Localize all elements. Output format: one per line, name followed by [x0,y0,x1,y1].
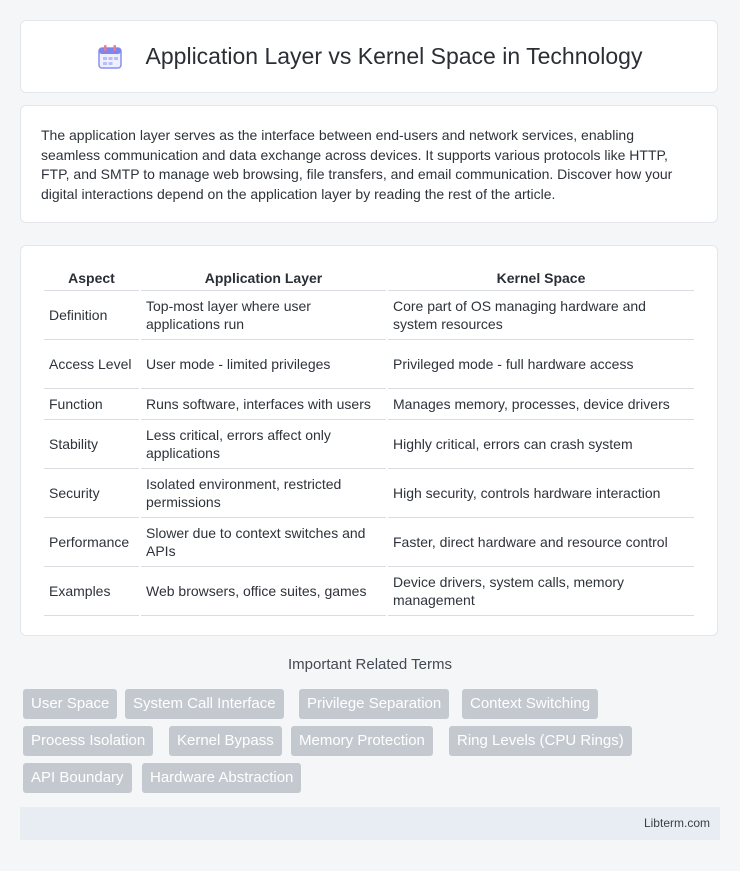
cell-kernel: High security, controls hardware interaction [388,469,694,518]
table-header-row [44,266,694,291]
tag-user-space[interactable]: User Space [23,689,117,719]
table-row [44,469,694,518]
cell-aspect: Stability [44,420,139,469]
table-row [44,420,694,469]
cell-aspect: Function [44,389,139,420]
footer [20,807,720,840]
table-row [44,340,694,389]
comparison-card [20,245,718,636]
cell-kernel: Manages memory, processes, device drivers [388,389,694,420]
footer-site-link[interactable]: Libterm.com [643,816,710,830]
cell-application: Web browsers, office suites, games [141,567,386,616]
cell-aspect: Security [44,469,139,518]
cell-aspect: Performance [44,518,139,567]
cell-kernel: Privileged mode - full hardware access [388,340,694,389]
tag-context-switching[interactable]: Context Switching [462,689,598,719]
intro-text: The application layer serves as the interface between end-users and network services, enabling seamless communication and data exchange across devices. It supports various protocols like HTTP, FTP, and SMTP to manage web browsing, file transfers, and email communication. Discover how your digital interactions depend on the application layer by reading the rest of the article. [41,127,673,202]
page-title: Application Layer vs Kernel Space in Technology [145,43,643,69]
related-terms-title: Important Related Terms [288,656,452,673]
tag-memory-protection[interactable]: Memory Protection [291,726,433,756]
tag-privilege-separation[interactable]: Privilege Separation [299,689,449,719]
cell-kernel: Highly critical, errors can crash system [388,420,694,469]
tag-api-boundary[interactable]: API Boundary [23,763,132,793]
cell-kernel: Core part of OS managing hardware and system resources [388,291,694,340]
title-card [20,20,718,93]
header-kernel-space: Kernel Space [388,266,694,291]
cell-application: Runs software, interfaces with users [141,389,386,420]
intro-card [20,105,718,223]
tag-system-call-interface[interactable]: System Call Interface [125,689,284,719]
cell-application: Isolated environment, restricted permissions [141,469,386,518]
table-row [44,389,694,420]
comparison-table [42,266,696,616]
cell-application: User mode - limited privileges [141,340,386,389]
table-row [44,291,694,340]
table-row [44,567,694,616]
cell-application: Slower due to context switches and APIs [141,518,386,567]
cell-kernel: Faster, direct hardware and resource control [388,518,694,567]
tag-hardware-abstraction[interactable]: Hardware Abstraction [142,763,301,793]
cell-aspect: Definition [44,291,139,340]
table-row [44,518,694,567]
cell-kernel: Device drivers, system calls, memory management [388,567,694,616]
tag-process-isolation[interactable]: Process Isolation [23,726,153,756]
cell-aspect: Access Level [44,340,139,389]
calendar-icon [96,43,124,71]
tag-kernel-bypass[interactable]: Kernel Bypass [169,726,282,756]
cell-aspect: Examples [44,567,139,616]
header-application-layer: Application Layer [141,266,386,291]
header-aspect: Aspect [44,266,139,291]
cell-application: Less critical, errors affect only applications [141,420,386,469]
cell-application: Top-most layer where user applications run [141,291,386,340]
tag-ring-levels[interactable]: Ring Levels (CPU Rings) [449,726,632,756]
